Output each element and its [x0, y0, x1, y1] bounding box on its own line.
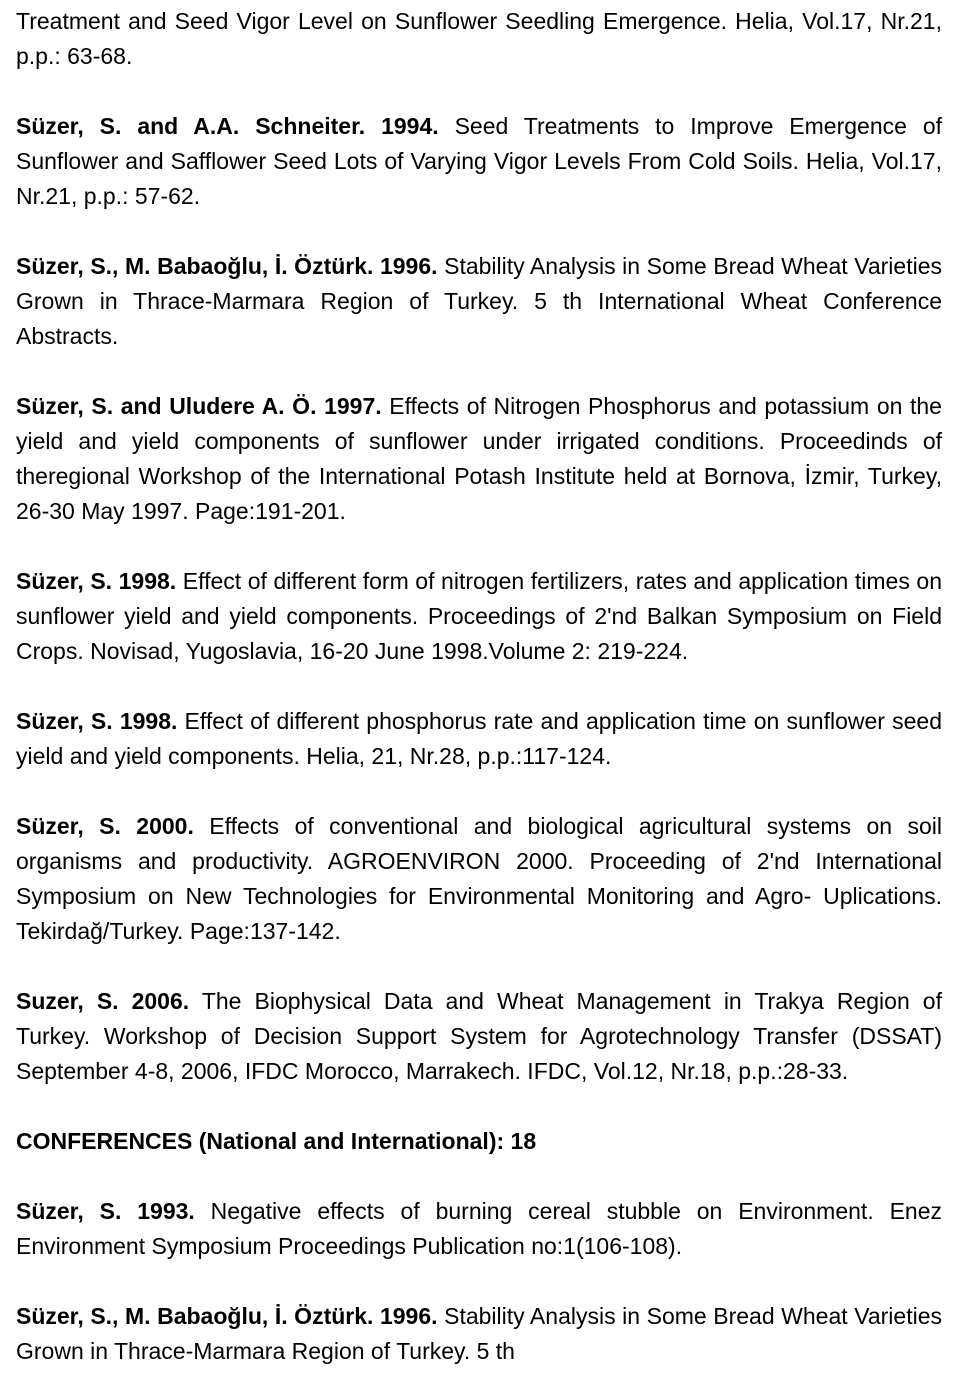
- reference-author-year: Süzer, S., M. Babaoğlu, İ. Öztürk. 1996.: [16, 253, 438, 279]
- reference-author-year: Süzer, S. 2000.: [16, 813, 194, 839]
- reference-text: Treatment and Seed Vigor Level on Sunflower Seedling Emergence. Helia, Vol.17, Nr.21, p.p.: 63-68.: [16, 8, 942, 69]
- reference-text: Effects of conventional and biological agricultural systems on soil organisms and productivity. AGROENVIRON 2000. Proceeding of 2'nd International Symposium on New Technologies for Environmental Monitoring and Agro- Uplications. Tekirdağ/Turkey. Page:137-142.: [16, 813, 942, 944]
- reference-text: Seed Treatments to Improve Emergence of Sunflower and Safflower Seed Lots of Varying Vigor Levels From Cold Soils. Helia, Vol.17, Nr.21, p.p.: 57-62.: [16, 113, 943, 209]
- reference-entry: [16, 809, 942, 949]
- reference-author-year: Süzer, S. 1998.: [16, 568, 177, 594]
- reference-entry: [16, 4, 942, 74]
- reference-text: Effect of different phosphorus rate and application time on sunflower seed yield and yield components. Helia, 21, Nr.28, p.p.:117-124.: [16, 708, 942, 769]
- reference-entry: [16, 249, 942, 354]
- reference-entry: [16, 109, 942, 214]
- reference-text: Effects of Nitrogen Phosphorus and potassium on the yield and yield components of sunflower under irrigated conditions. Proceedinds of theregional Workshop of the International Potash Institute held at Bornova, İzmir, Turkey, 26-30 May 1997. Page:191-201.: [16, 393, 942, 524]
- reference-entry: [16, 704, 942, 774]
- conference-author-year: Süzer, S. 1993.: [16, 1198, 195, 1224]
- conference-author-year: Süzer, S., M. Babaoğlu, İ. Öztürk. 1996.: [16, 1303, 438, 1329]
- conference-entry: [16, 1299, 942, 1369]
- reference-entry: [16, 564, 942, 669]
- document-page: [16, 4, 942, 1369]
- conferences-heading: CONFERENCES (National and International): 18: [16, 1128, 537, 1154]
- reference-author-year: Süzer, S. and A.A. Schneiter. 1994.: [16, 113, 439, 139]
- reference-entry: [16, 389, 942, 529]
- reference-entry: [16, 984, 942, 1089]
- conference-text: Negative effects of burning cereal stubble on Environment. Enez Environment Symposium Proceedings Publication no:1(106-108).: [16, 1198, 942, 1259]
- conference-entry: [16, 1194, 942, 1264]
- conference-text: Stability Analysis in Some Bread Wheat Varieties Grown in Thrace-Marmara Region of Turkey. 5 th: [16, 1303, 942, 1364]
- reference-author-year: Suzer, S. 2006.: [16, 988, 190, 1014]
- reference-text: Stability Analysis in Some Bread Wheat Varieties Grown in Thrace-Marmara Region of Turkey. 5 th International Wheat Conference Abstracts.: [16, 253, 942, 349]
- reference-text: Effect of different form of nitrogen fertilizers, rates and application times on sunflower yield and yield components. Proceedings of 2'nd Balkan Symposium on Field Crops. Novisad, Yugoslavia, 16-20 June 1998.Volume 2: 219-224.: [16, 568, 942, 664]
- reference-text: The Biophysical Data and Wheat Management in Trakya Region of Turkey. Workshop of Decision Support System for Agrotechnology Transfer (DSSAT) September 4-8, 2006, IFDC Morocco, Marrakech. IFDC, Vol.12, Nr.18, p.p.:28-33.: [16, 988, 942, 1084]
- reference-author-year: Süzer, S. 1998.: [16, 708, 178, 734]
- reference-author-year: Süzer, S. and Uludere A. Ö. 1997.: [16, 393, 382, 419]
